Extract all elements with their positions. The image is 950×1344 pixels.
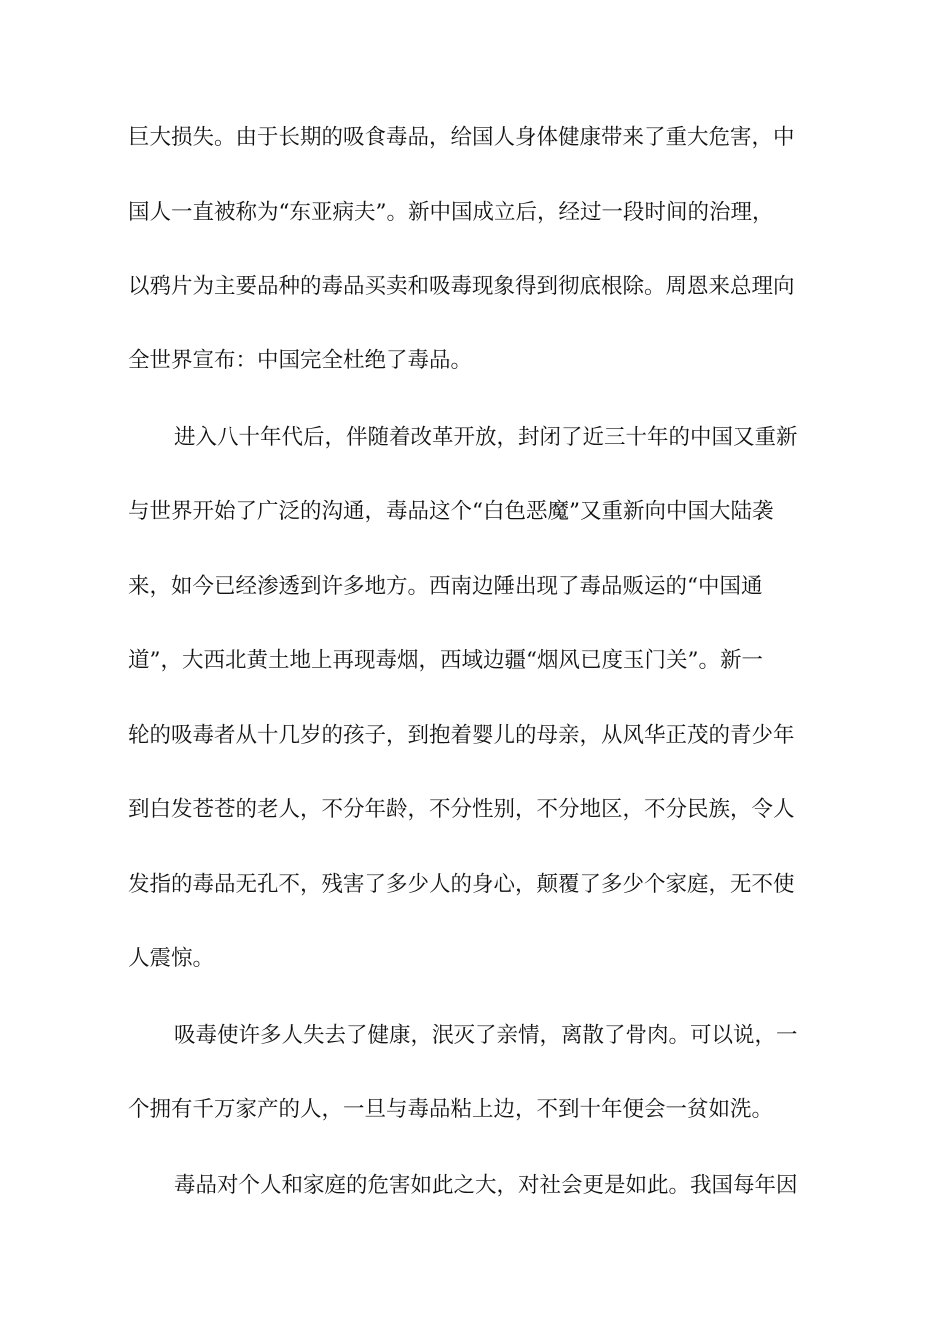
text-line: 国人一直被称为“东亚病夫”。新中国成立后，经过一段时间的治理，: [128, 200, 774, 225]
text-line: 与世界开始了广泛的沟通，毒品这个“白色恶魔”又重新向中国大陆袭: [128, 499, 774, 524]
text-line: 以鸦片为主要品种的毒品买卖和吸毒现象得到彻底根除。周恩来总理向: [128, 274, 795, 299]
text-line: 来，如今已经渗透到许多地方。西南边陲出现了毒品贩运的“中国通: [128, 574, 763, 599]
text-line: 轮的吸毒者从十几岁的孩子，到抱着婴儿的母亲，从风华正茂的青少年: [128, 723, 795, 748]
text-line: 道”，大西北黄土地上再现毒烟，西域边疆“烟风已度玉门关”。新一: [128, 648, 763, 673]
text-line: 全世界宣布：中国完全杜绝了毒品。: [128, 348, 473, 373]
text-line: 发指的毒品无孔不，残害了多少人的身心，颠覆了多少个家庭，无不使: [128, 872, 795, 897]
text-line: 进入八十年代后，伴随着改革开放，封闭了近三十年的中国又重新: [174, 425, 798, 450]
text-line: 吸毒使许多人失去了健康，泯灭了亲情，离散了骨肉。可以说，一: [174, 1023, 798, 1048]
text-line: 毒品对个人和家庭的危害如此之大，对社会更是如此。我国每年因: [174, 1173, 798, 1198]
text-line: 巨大损失。由于长期的吸食毒品，给国人身体健康带来了重大危害，中: [128, 125, 795, 150]
text-line: 到白发苍苍的老人，不分年龄，不分性别，不分地区，不分民族，令人: [128, 797, 795, 822]
text-line: 个拥有千万家产的人，一旦与毒品粘上边，不到十年便会一贫如洗。: [128, 1097, 774, 1122]
text-line: 人震惊。: [128, 946, 215, 971]
